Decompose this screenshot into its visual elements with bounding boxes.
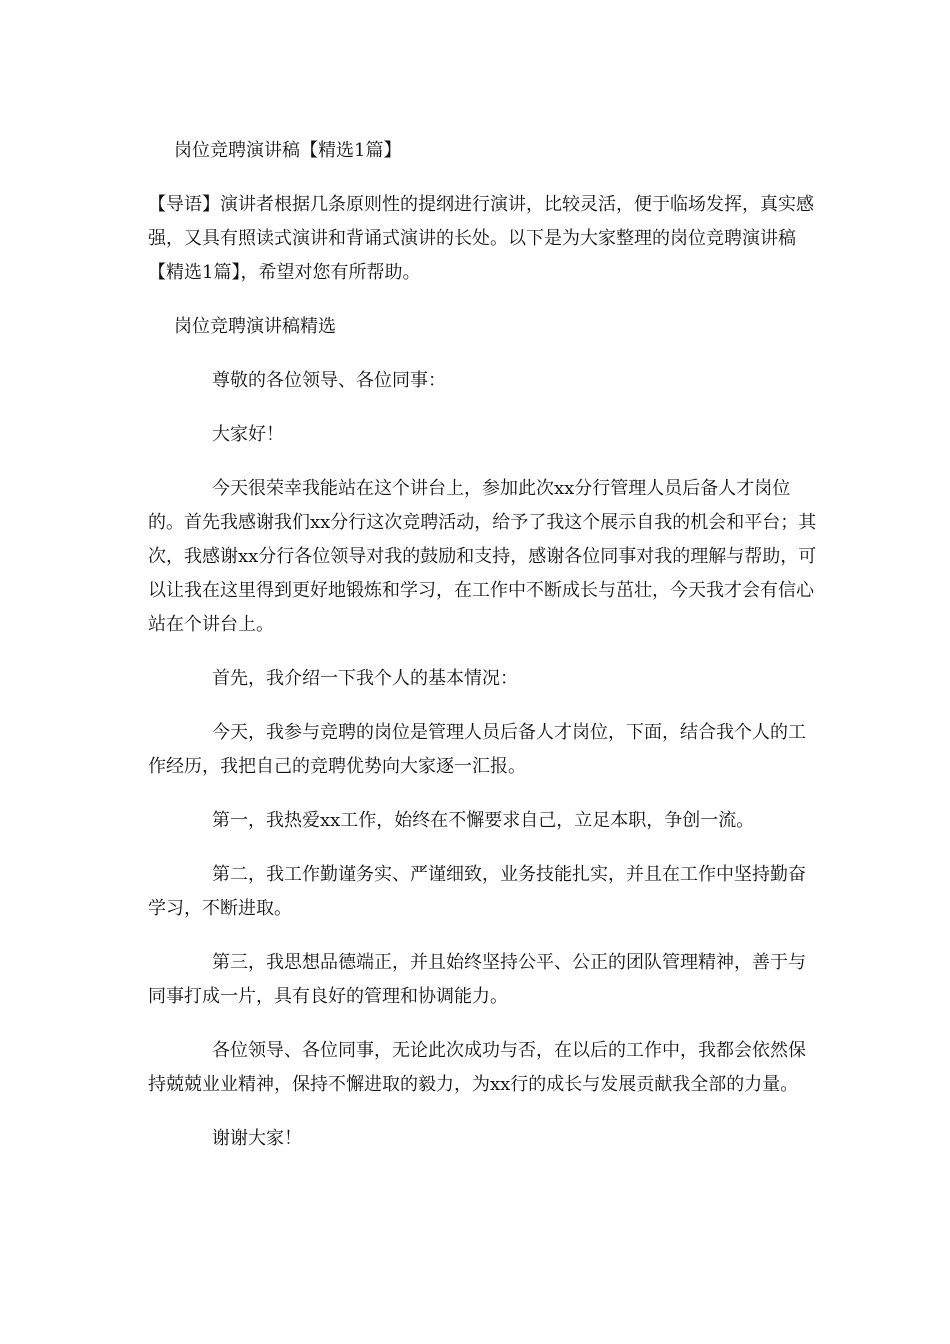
body-paragraph-6: 第三，我思想品德端正，并且始终坚持公平、公正的团队管理精神，善于与同事打成一片，具有良好的管理和协调能力。 <box>148 952 806 1007</box>
greeting-paragraph: 大家好！ <box>212 424 284 445</box>
salutation-paragraph: 尊敬的各位领导、各位同事： <box>212 370 446 391</box>
document-title: 岗位竞聘演讲稿【精选1篇】 <box>174 140 402 161</box>
body-paragraph-3: 今天，我参与竞聘的岗位是管理人员后备人才岗位，下面，结合我个人的工作经历，我把自己的竞聘优势向大家逐一汇报。 <box>148 722 806 777</box>
body-paragraph-1: 今天很荣幸我能站在这个讲台上，参加此次xx分行管理人员后备人才岗位的。首先我感谢我们xx分行这次竞聘活动，给予了我这个展示自我的机会和平台；其次，我感谢xx分行各位领导对我的鼓励和支持，感谢各位同事对我的理解与帮助，可以让我在这里得到更好地锻炼和学习，在工作中不断成长与茁壮，今天我才会有信心站在个讲台上。 <box>148 478 817 635</box>
body-paragraph-4: 第一，我热爱xx工作，始终在不懈要求自己，立足本职，争创一流。 <box>212 810 755 831</box>
closing-paragraph: 谢谢大家！ <box>212 1128 302 1149</box>
document-content <box>148 134 820 1176</box>
section-title: 岗位竞聘演讲稿精选 <box>174 316 336 337</box>
body-paragraph-2: 首先，我介绍一下我个人的基本情况： <box>212 668 518 689</box>
body-paragraph-7: 各位领导、各位同事，无论此次成功与否，在以后的工作中，我都会依然保持兢兢业业精神，保持不懈进取的毅力，为xx行的成长与发展贡献我全部的力量。 <box>148 1040 806 1095</box>
lead-paragraph: 【导语】演讲者根据几条原则性的提纲进行演讲，比较灵活，便于临场发挥，真实感强，又具有照读式演讲和背诵式演讲的长处。以下是为大家整理的岗位竞聘演讲稿【精选1篇】，希望对您有所帮助。 <box>148 194 814 283</box>
body-paragraph-5: 第二，我工作勤谨务实、严谨细致，业务技能扎实，并且在工作中坚持勤奋学习，不断进取。 <box>148 864 806 919</box>
